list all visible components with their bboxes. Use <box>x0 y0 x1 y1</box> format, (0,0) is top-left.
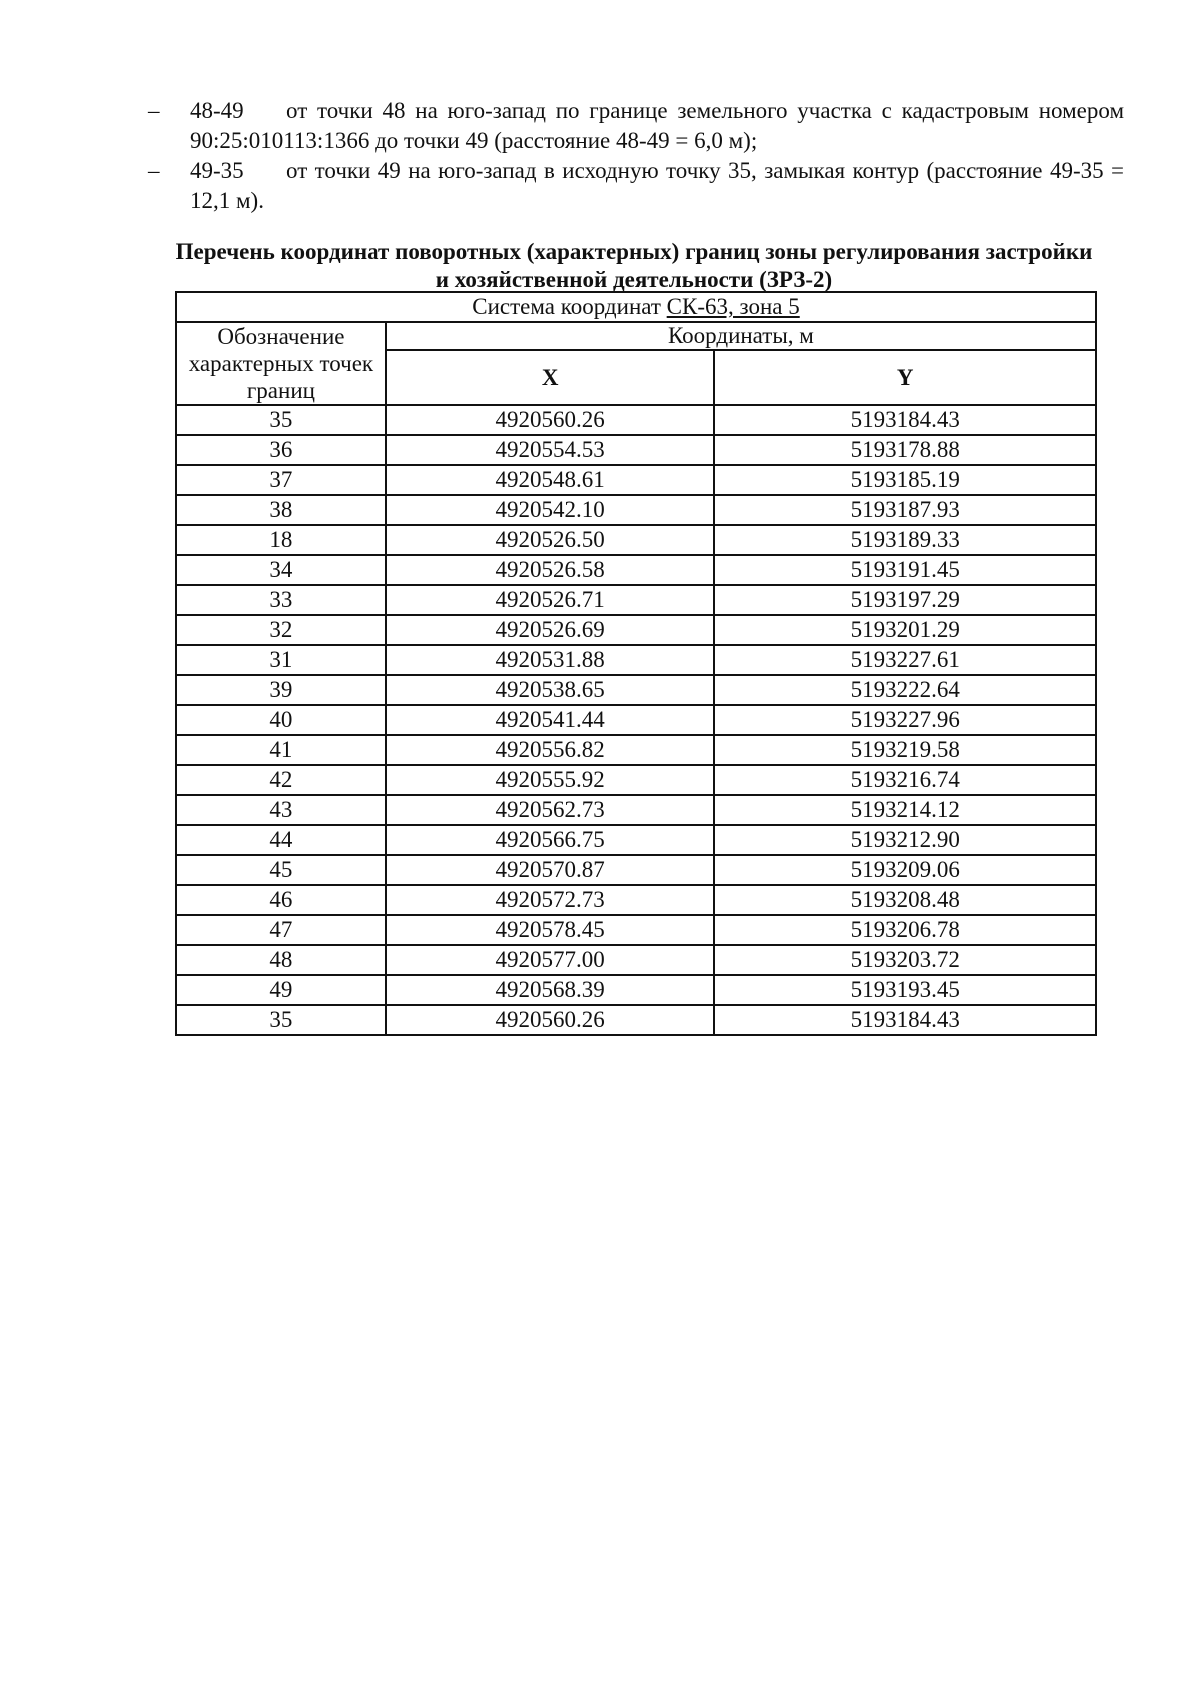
segment-item <box>148 156 1124 216</box>
point-name-header: Обозначение характерных точек границ <box>176 322 386 405</box>
y-cell: 5193203.72 <box>714 945 1096 975</box>
table-row <box>176 465 1096 495</box>
table-row <box>176 735 1096 765</box>
x-cell: 4920526.71 <box>386 585 715 615</box>
x-cell: 4920577.00 <box>386 945 715 975</box>
y-cell: 5193209.06 <box>714 855 1096 885</box>
y-cell: 5193212.90 <box>714 825 1096 855</box>
table-row <box>176 615 1096 645</box>
point-cell: 34 <box>176 555 386 585</box>
coordinate-system-row <box>176 292 1096 322</box>
table-row <box>176 675 1096 705</box>
y-cell: 5193184.43 <box>714 1005 1096 1035</box>
x-cell: 4920555.92 <box>386 765 715 795</box>
segment-code: 49-35 <box>190 158 244 183</box>
coordinates-table <box>175 291 1097 1036</box>
point-cell: 18 <box>176 525 386 555</box>
segment-code: 48-49 <box>190 98 244 123</box>
section-title <box>140 238 1128 294</box>
y-cell: 5193201.29 <box>714 615 1096 645</box>
y-header: Y <box>714 350 1096 405</box>
x-cell: 4920562.73 <box>386 795 715 825</box>
point-cell: 36 <box>176 435 386 465</box>
table-row <box>176 885 1096 915</box>
point-cell: 31 <box>176 645 386 675</box>
y-cell: 5193185.19 <box>714 465 1096 495</box>
point-cell: 38 <box>176 495 386 525</box>
x-cell: 4920526.58 <box>386 555 715 585</box>
y-cell: 5193178.88 <box>714 435 1096 465</box>
point-cell: 41 <box>176 735 386 765</box>
point-cell: 46 <box>176 885 386 915</box>
table-row <box>176 555 1096 585</box>
y-cell: 5193227.96 <box>714 705 1096 735</box>
point-cell: 48 <box>176 945 386 975</box>
x-cell: 4920566.75 <box>386 825 715 855</box>
table-row <box>176 405 1096 435</box>
point-cell: 35 <box>176 1005 386 1035</box>
segment-description: от точки 49 на юго-запад в исходную точку 35, замыкая контур (расстояние 49-35 = 12,1 м). <box>190 158 1124 213</box>
x-cell: 4920570.87 <box>386 855 715 885</box>
coordinate-system-name: СК-63, зона 5 <box>666 294 800 319</box>
y-cell: 5193184.43 <box>714 405 1096 435</box>
coordinate-system-cell <box>176 292 1096 322</box>
table-row <box>176 975 1096 1005</box>
x-cell: 4920560.26 <box>386 1005 715 1035</box>
y-cell: 5193216.74 <box>714 765 1096 795</box>
segment-description: от точки 48 на юго-запад по границе земельного участка с кадастровым номером 90:25:010113:1366 до точки 49 (расстояние 48-49 = 6,0 м); <box>190 98 1124 153</box>
point-cell: 37 <box>176 465 386 495</box>
table-row <box>176 765 1096 795</box>
point-cell: 43 <box>176 795 386 825</box>
point-cell: 39 <box>176 675 386 705</box>
point-cell: 49 <box>176 975 386 1005</box>
coordinate-system-prefix: Система координат <box>472 294 667 319</box>
header-row <box>176 322 1096 350</box>
x-cell: 4920568.39 <box>386 975 715 1005</box>
x-cell: 4920560.26 <box>386 405 715 435</box>
x-cell: 4920578.45 <box>386 915 715 945</box>
point-cell: 33 <box>176 585 386 615</box>
y-cell: 5193197.29 <box>714 585 1096 615</box>
table-row <box>176 525 1096 555</box>
point-cell: 47 <box>176 915 386 945</box>
table-row <box>176 705 1096 735</box>
table-row <box>176 495 1096 525</box>
y-cell: 5193206.78 <box>714 915 1096 945</box>
table-row <box>176 795 1096 825</box>
y-cell: 5193189.33 <box>714 525 1096 555</box>
table-row <box>176 945 1096 975</box>
x-cell: 4920556.82 <box>386 735 715 765</box>
table-row <box>176 825 1096 855</box>
list-dash: – <box>148 158 160 183</box>
point-cell: 44 <box>176 825 386 855</box>
table-row <box>176 1005 1096 1035</box>
y-cell: 5193227.61 <box>714 645 1096 675</box>
table-row <box>176 915 1096 945</box>
list-dash: – <box>148 98 160 123</box>
point-cell: 42 <box>176 765 386 795</box>
table-row <box>176 435 1096 465</box>
x-header: X <box>386 350 715 405</box>
point-cell: 40 <box>176 705 386 735</box>
coordinates-header: Координаты, м <box>386 322 1096 350</box>
table-row <box>176 855 1096 885</box>
table-row <box>176 585 1096 615</box>
y-cell: 5193219.58 <box>714 735 1096 765</box>
y-cell: 5193208.48 <box>714 885 1096 915</box>
y-cell: 5193191.45 <box>714 555 1096 585</box>
x-cell: 4920548.61 <box>386 465 715 495</box>
point-cell: 45 <box>176 855 386 885</box>
y-cell: 5193187.93 <box>714 495 1096 525</box>
x-cell: 4920542.10 <box>386 495 715 525</box>
section-title-line-1: Перечень координат поворотных (характерных) границ зоны регулирования застройки <box>175 239 1093 264</box>
x-cell: 4920572.73 <box>386 885 715 915</box>
y-cell: 5193222.64 <box>714 675 1096 705</box>
point-cell: 32 <box>176 615 386 645</box>
x-cell: 4920531.88 <box>386 645 715 675</box>
x-cell: 4920541.44 <box>386 705 715 735</box>
x-cell: 4920538.65 <box>386 675 715 705</box>
x-cell: 4920526.50 <box>386 525 715 555</box>
y-cell: 5193193.45 <box>714 975 1096 1005</box>
y-cell: 5193214.12 <box>714 795 1096 825</box>
segment-item <box>148 96 1124 156</box>
point-cell: 35 <box>176 405 386 435</box>
table-row <box>176 645 1096 675</box>
x-cell: 4920554.53 <box>386 435 715 465</box>
x-cell: 4920526.69 <box>386 615 715 645</box>
section-title-line-2: и хозяйственной деятельности (ЗРЗ-2) <box>435 267 833 292</box>
